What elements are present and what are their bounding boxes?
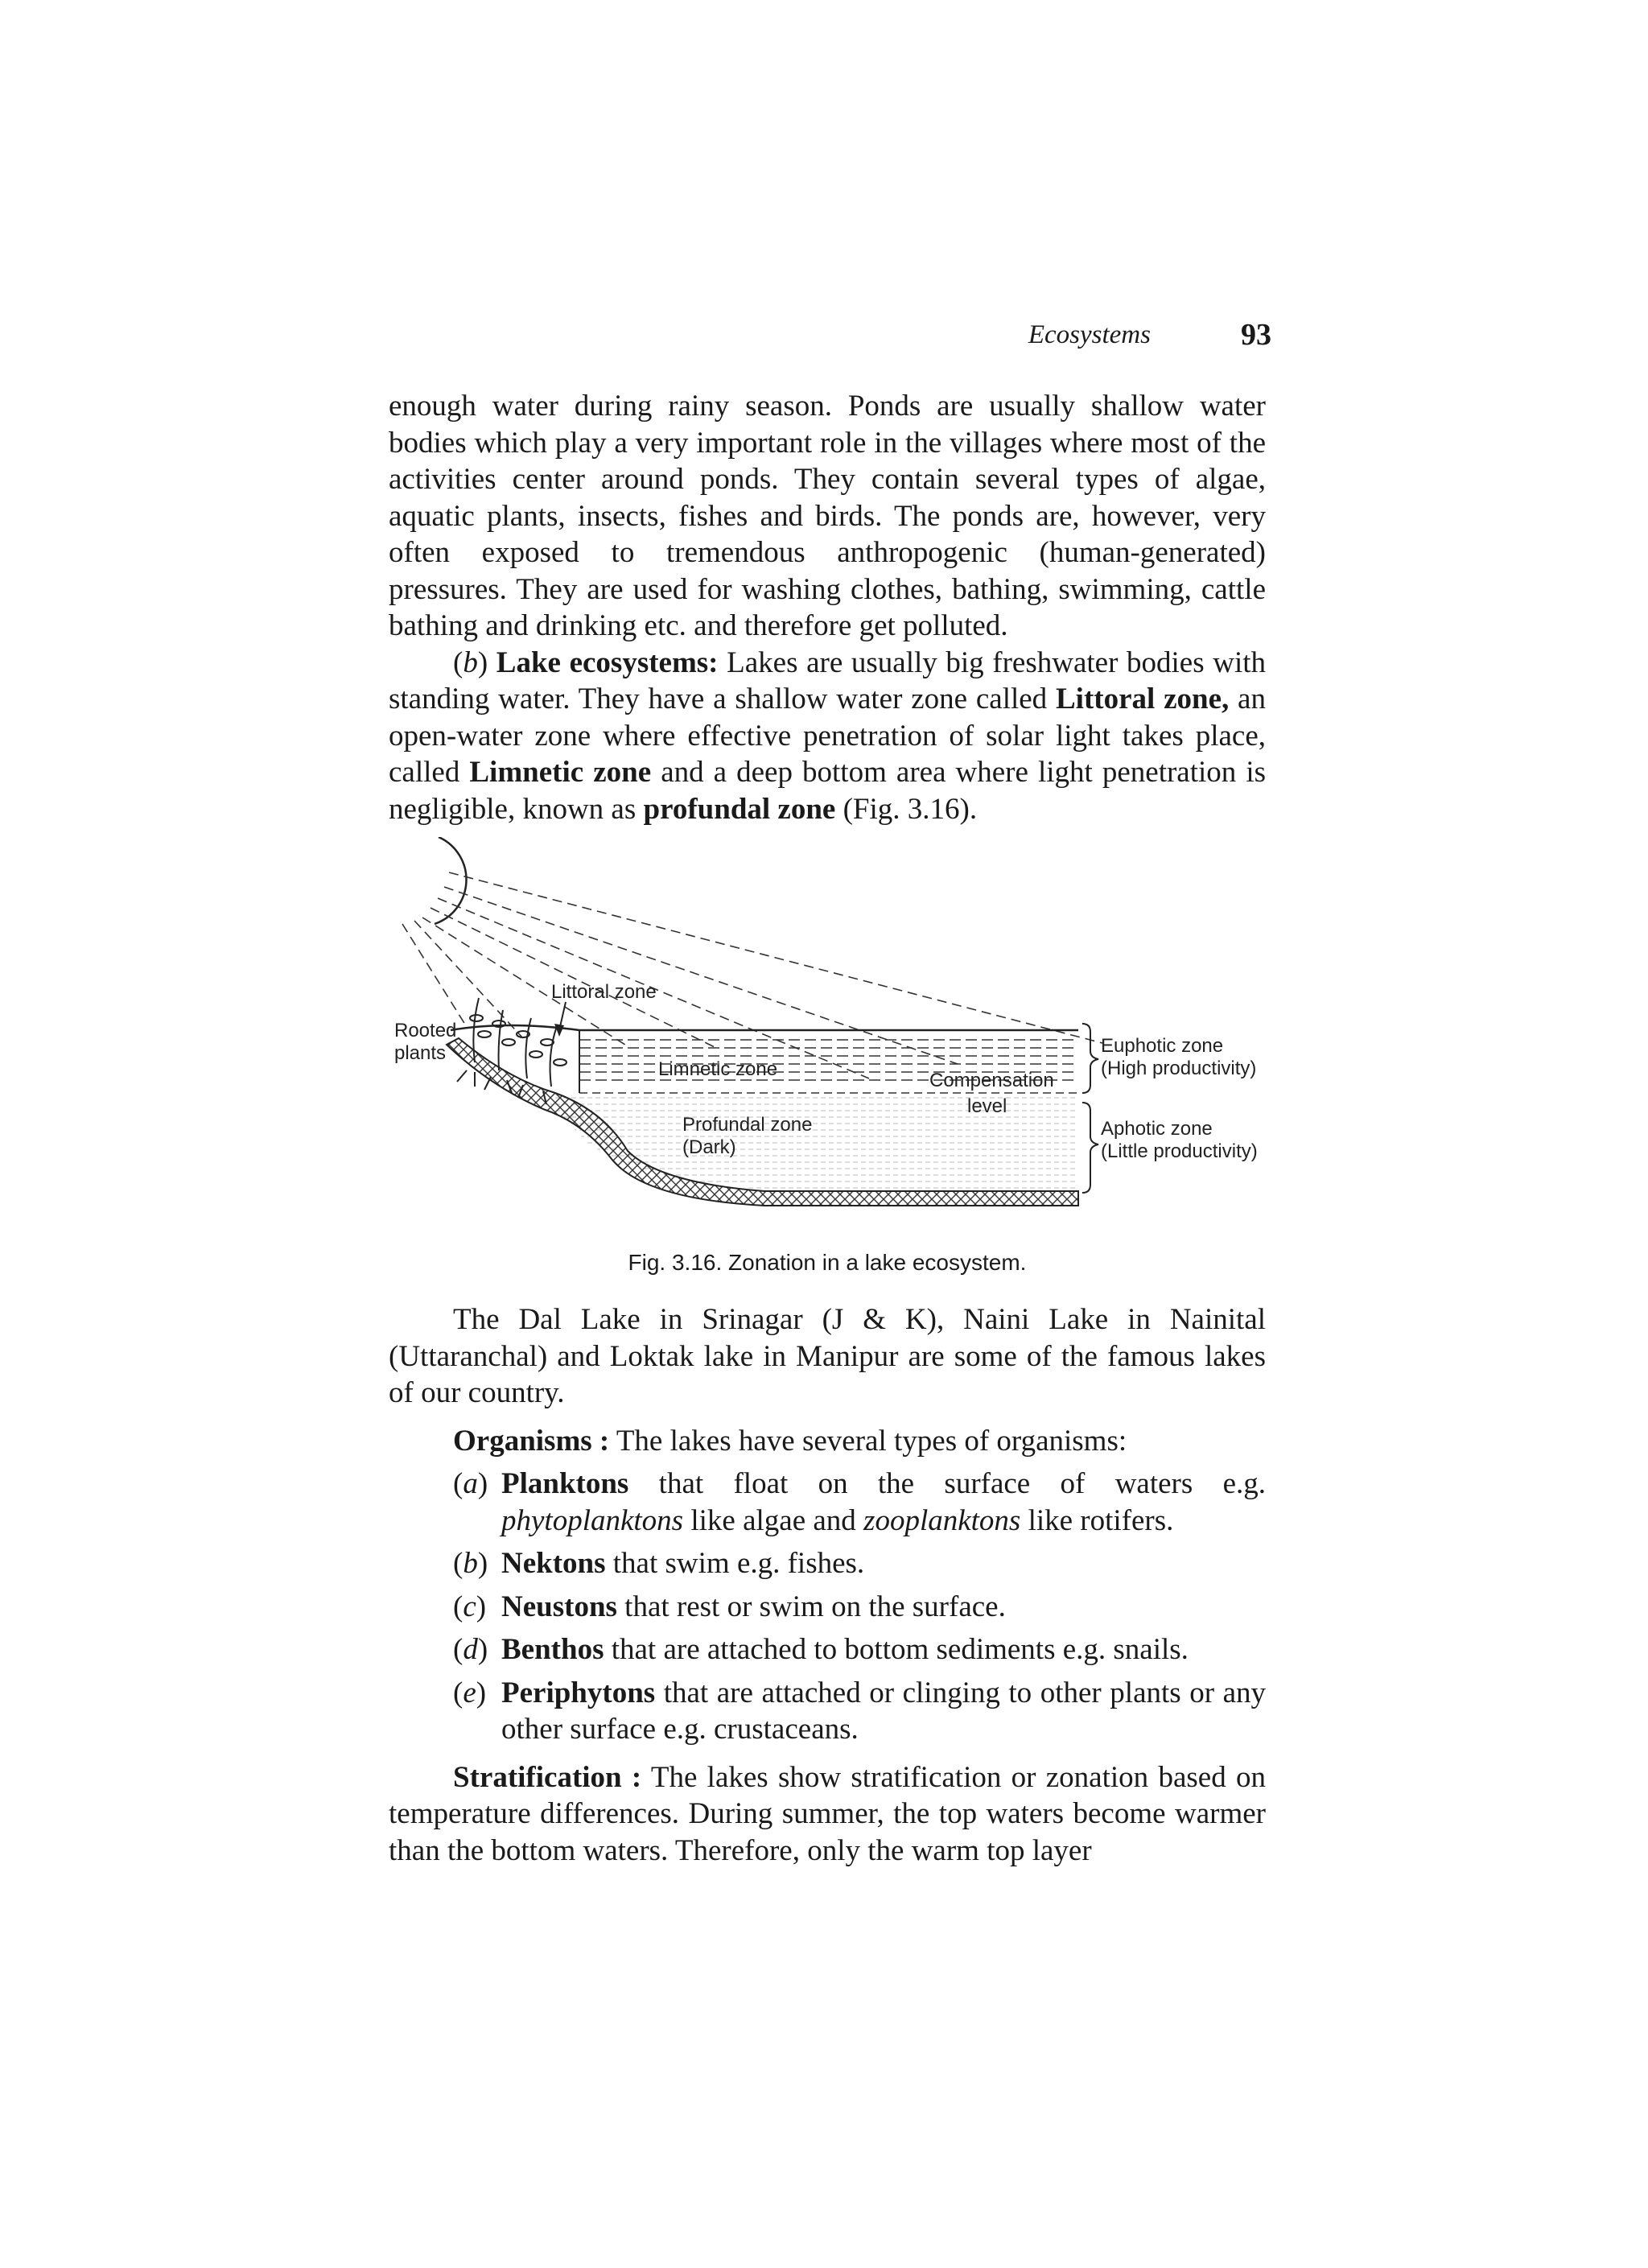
sun-icon <box>435 837 467 924</box>
euphotic-brace <box>1082 1024 1098 1093</box>
text-run: The lakes have several types of organisms: <box>609 1424 1127 1458</box>
page-number: 93 <box>1241 318 1271 352</box>
figure-caption: Fig. 3.16. Zonation in a lake ecosystem. <box>628 1250 1027 1275</box>
organisms-heading: Organisms : <box>453 1424 610 1458</box>
stratification-heading: Stratification : <box>453 1760 642 1794</box>
text-run: that are attached to bottom sediments e.g. snails. <box>604 1633 1189 1666</box>
lake-zonation-diagram <box>386 837 1271 1215</box>
label-profundal-zone-line1: Profundal zone <box>682 1114 813 1136</box>
text-run: that float on the surface of waters e.g. <box>628 1467 1266 1500</box>
list-item-benthos <box>389 1631 1266 1668</box>
marker-letter: a <box>463 1467 478 1500</box>
label-euphotic-zone-line1: Euphotic zone <box>1101 1035 1224 1057</box>
water-surface <box>451 1025 1078 1030</box>
text-run: that are attached or clinging to other plants or any other surface e.g. crustaceans. <box>501 1676 1266 1746</box>
term: Nektons <box>501 1547 606 1580</box>
lake-zonation-figure <box>386 837 1271 1215</box>
label-rooted-plants-line1: Rooted <box>394 1020 457 1041</box>
list-marker: (c) <box>453 1590 487 1623</box>
running-head <box>950 320 1271 361</box>
label-aphotic-zone-line2: (Little productivity) <box>1101 1140 1258 1162</box>
item-marker: b <box>463 645 478 679</box>
term: Neustons <box>501 1590 617 1623</box>
marker-letter: b <box>463 1547 478 1580</box>
list-marker: (d) <box>453 1633 488 1666</box>
paragraph-stratification <box>389 1759 1266 1870</box>
label-aphotic-zone-line1: Aphotic zone <box>1101 1118 1213 1140</box>
text-run: The lakes show stratification or zonation based on temperature differences. During summer, the top waters become warmer than the bottom waters. Therefore, only the warm top layer <box>389 1760 1266 1867</box>
text-run: and a deep bottom area where light penetration is negligible, known as <box>389 756 1267 826</box>
label-profundal-zone-line2: (Dark) <box>682 1136 736 1158</box>
paragraph-famous-lakes: The Dal Lake in Srinagar (J & K), Naini Lake in Nainital (Uttaranchal) and Loktak lake in Manipur are some of the famous lakes of our country. <box>389 1303 1266 1409</box>
text-run: that rest or swim on the surface. <box>616 1590 1006 1623</box>
text-run: that swim e.g. fishes. <box>605 1547 865 1580</box>
paragraph-lake-ecosystems: (b) Lake ecosystems: Lakes are usually big freshwater bodies with standing water. They have a shallow water zone called Littoral zone, an open-water zone where effective penetration of solar light takes place, called Limnetic zone and a deep bottom area where light penetration is negligible, known as profundal zone (Fig. 3.16). <box>389 645 1267 826</box>
term: Planktons <box>501 1467 629 1500</box>
text-run: like rotifers. <box>1020 1503 1174 1537</box>
label-limnetic-zone: Limnetic zone <box>658 1058 778 1080</box>
marker-letter: c <box>463 1590 476 1623</box>
list-item-nektons <box>389 1545 1266 1582</box>
text-run: an open-water zone where effective penetration of solar light takes place, called <box>389 682 1266 789</box>
text-run: (Fig. 3.16). <box>835 792 978 826</box>
label-littoral-zone: Littoral zone <box>551 981 657 1003</box>
lake-ecosystems-heading: Lake ecosystems: <box>496 645 719 679</box>
list-marker: (b) <box>453 1547 488 1580</box>
term: Periphytons <box>501 1676 656 1709</box>
text-run: Lakes are usually big freshwater bodies with standing water. They have a shallow water zone called <box>389 645 1267 715</box>
organisms-intro <box>389 1423 1266 1460</box>
paragraph-ponds: enough water during rainy season. Ponds are usually shallow water bodies which play a very important role in the villages where most of the activities center around ponds. They contain several types of algae, aquatic plants, insects, fishes and birds. The ponds are, however, very often exposed to tremendous anthropogenic (human-generated) pressures. They are used for washing clothes, bathing, swimming, cattle bathing and drinking etc. and therefore get polluted. <box>389 390 1266 642</box>
label-euphotic-zone-line2: (High productivity) <box>1101 1058 1257 1079</box>
italic-term: phytoplanktons <box>501 1503 684 1537</box>
organisms-list <box>389 1466 1266 1748</box>
label-compensation-level-line2: level <box>967 1095 1007 1117</box>
list-marker: (a) <box>453 1467 488 1500</box>
list-item-planktons <box>389 1466 1266 1539</box>
list-item-neustons <box>389 1589 1266 1626</box>
list-marker: (e) <box>453 1676 487 1709</box>
label-rooted-plants-line2: plants <box>394 1042 447 1064</box>
term: Benthos <box>501 1633 604 1666</box>
chapter-title: Ecosystems <box>1028 320 1151 349</box>
marker-letter: e <box>463 1676 476 1709</box>
upper-text-block <box>389 388 1266 827</box>
marker-letter: d <box>463 1633 478 1666</box>
list-item-periphytons <box>389 1675 1266 1748</box>
term-limnetic: Limnetic zone <box>469 756 652 789</box>
term-profundal: profundal zone <box>643 792 836 826</box>
term-littoral: Littoral zone, <box>1055 682 1230 715</box>
aphotic-brace <box>1082 1103 1098 1193</box>
lower-text-block <box>389 1301 1266 1869</box>
italic-term: zooplanktons <box>863 1503 1021 1537</box>
text-run: like algae and <box>683 1503 864 1537</box>
label-compensation-level-line1: Compensation <box>929 1070 1054 1091</box>
